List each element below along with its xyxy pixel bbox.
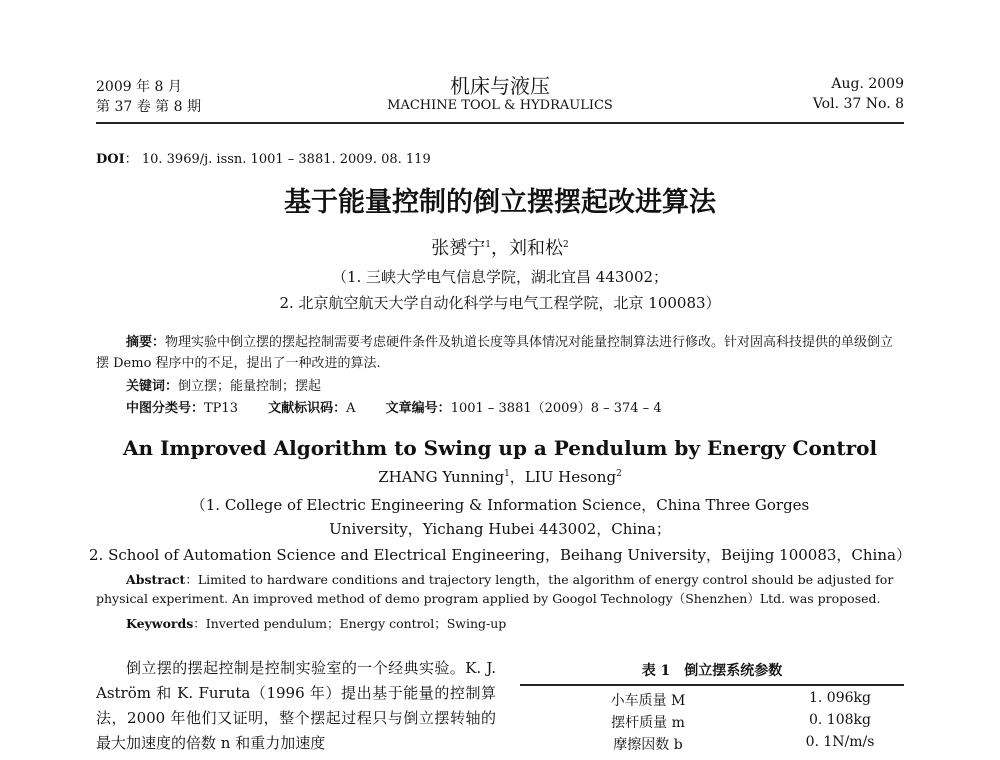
keywords-en-text: Inverted pendulum；Energy control；Swing-up [205,616,507,631]
author-2-cn: 刘和松 [509,238,563,259]
table-row [520,712,904,734]
affiliation-cn-2: 2. 北京航空航天大学自动化科学与电气工程学院，北京 100083） [279,294,721,312]
table-cell-value: 0. 1N/m/s [805,734,875,750]
abstract-cn [96,332,904,374]
doi-colon: ： [124,152,138,167]
table-1-caption: 表 1 倒立摆系统参数 [641,663,783,679]
author-2-cn-mark: 2 [563,240,569,250]
body-paragraph-1: 倒立摆的摆起控制是控制实验室的一个经典实验。K. J. Aström 和 K. Furuta（1996 年）提出基于能量的控制算法，2000 年他们又证明，整个摆起过程只与倒立摆转轴的最大加速度的倍数 n 和重力加速度 [96,659,496,752]
header-volume-cn: 第 37 卷 第 8 期 [96,99,201,115]
author-1-cn-mark: 1 [485,240,491,250]
keywords-cn-label: 关键词： [126,379,179,394]
table-cell-value: 0. 108kg [809,712,871,728]
table-1-top-rule [520,684,904,686]
affiliation-en-1: （1. College of Electric Engineering & Information Science，China Three Gorges [190,496,810,514]
author-2-en: LIU Hesong [524,468,617,486]
author-sep-cn: ， [491,238,509,259]
header-rule [96,122,904,124]
clc-code: TP13 [204,401,238,416]
table-cell-param: 摩擦因数 b [613,737,683,753]
affiliation-cn-1: （1. 三峡大学电气信息学院，湖北宜昌 443002； [331,268,669,286]
journal-title-cn: 机床与液压 [450,74,550,98]
author-1-en: ZHANG Yunning [378,468,505,486]
abstract-en-colon: ： [185,572,198,587]
classification-line [96,398,904,419]
doi-value: 10. 3969/j. issn. 1001 – 3881. 2009. 08. 119 [141,152,431,167]
table-cell-param: 摆杆质量 m [611,715,685,731]
keywords-en-colon: ： [193,616,206,631]
header-volume-en: Vol. 37 No. 8 [812,96,904,112]
abstract-en-text: Limited to hardware conditions and trajectory length，the algorithm of energy control should be adjusted for physical experiment. An improved method of demo program applied by Googol Technology（Shenzhen）Ltd. was proposed. [96,572,894,606]
authors-cn [0,234,1000,260]
abstract-en [96,570,904,608]
article-no-label: 文章编号： [385,401,451,416]
author-2-en-mark: 2 [616,469,622,479]
keywords-en-label: Keywords [126,616,194,631]
author-sep-en: ， [509,468,525,486]
doc-code: A [346,401,356,416]
table-cell-param: 小车质量 M [610,693,686,709]
table-cell-value: 1. 096kg [809,690,871,706]
authors-en [0,466,1000,487]
abstract-en-label: Abstract [126,572,186,587]
abstract-cn-text: 物理实验中倒立摆的摆起控制需要考虑硬件条件及轨道长度等具体情况对能量控制算法进行修改。针对固高科技提供的单级倒立摆 Demo 程序中的不足，提出了一种改进的算法. [96,335,894,371]
journal-title-en: MACHINE TOOL & HYDRAULICS [387,98,613,113]
article-title-en: An Improved Algorithm to Swing up a Pendulum by Energy Control [122,436,878,460]
keywords-cn-text: 倒立摆；能量控制；摆起 [178,379,322,394]
keywords-cn [96,376,904,397]
doc-code-label: 文献标识码： [268,401,347,416]
article-title-cn: 基于能量控制的倒立摆摆起改进算法 [284,187,716,218]
doi-line [96,148,431,167]
keywords-en [96,614,904,633]
article-no: 1001 – 3881（2009）8 – 374 – 4 [450,401,662,416]
doi-label: DOI [96,152,125,167]
table-row [520,690,904,712]
header-date-cn: 2009 年 8 月 [96,79,182,95]
abstract-cn-label: 摘要： [126,335,166,350]
affiliation-en-2: University，Yichang Hubei 443002，China； [329,520,671,538]
header-date-en: Aug. 2009 [831,76,904,92]
affiliation-en-3: 2. School of Automation Science and Electrical Engineering，Beihang University，Beijing 100083，China） [89,546,911,564]
author-1-en-mark: 1 [504,469,510,479]
clc-label: 中图分类号： [126,401,205,416]
body-column-left [96,656,496,760]
author-1-cn: 张赟宁 [431,238,486,259]
table-row [520,734,904,756]
